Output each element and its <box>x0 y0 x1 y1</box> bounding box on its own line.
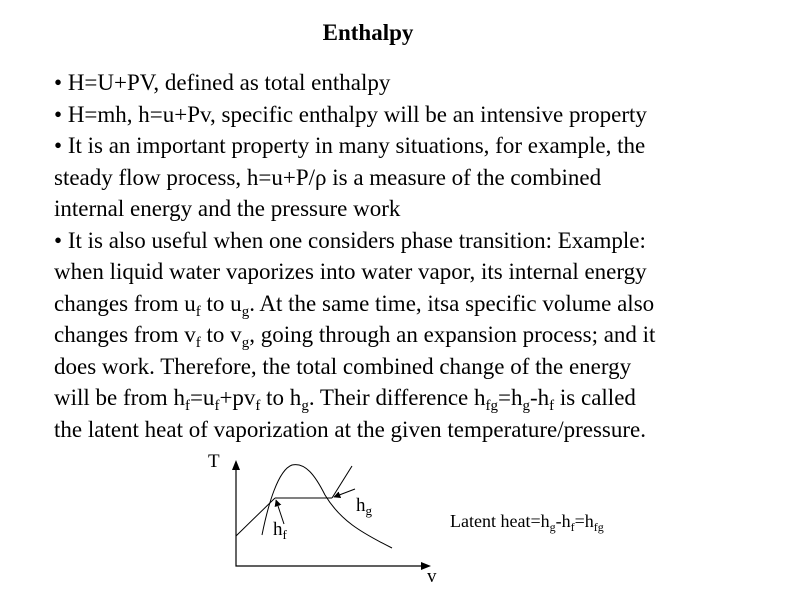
v-axis-label: v <box>427 566 437 587</box>
bullet-4-line-7: the latent heat of vaporization at the given temperature/pressure. <box>54 416 647 442</box>
bullet-4-line-2: when liquid water vaporizes into water vapor, its internal energy <box>54 259 647 284</box>
bullet-4-line-3: changes from $u_f$ to $u_g$. At the same time, itsa specific volume also <box>54 290 655 320</box>
t-axis-label: T <box>208 451 220 472</box>
bullet-3-line-1: It is an important property in many situations, for example, the <box>67 133 646 158</box>
bullet-1-text: H=U+PV, defined as total enthalpy <box>67 70 391 95</box>
bullet-3-line-3: internal energy and the pressure work <box>54 196 401 221</box>
hg-label: $h_g$ <box>356 495 372 518</box>
bullet-marker: • <box>54 70 63 95</box>
isobar-vapor-line <box>332 466 352 498</box>
bullet-4-line-6: will be from $h_f=u_f+pv_f$ to $h_g$. Their difference $h_{fg}=h_g-h_f$ is called <box>54 385 636 414</box>
bullet-marker: • <box>54 101 63 127</box>
bullet-4-line-1: It is also useful when one considers phase transition: Example: <box>67 227 646 253</box>
latent-heat-equation: Latent $heat=h_g-h_f=h_{fg}$ <box>450 511 604 534</box>
bullet-4-line-5: does work. Therefore, the total combined change of the energy <box>54 353 632 379</box>
bullet-marker: • <box>54 227 63 253</box>
axes <box>236 466 424 566</box>
slide-title: Enthalpy <box>322 20 414 45</box>
hf-label: $h_f$ <box>273 519 287 542</box>
bullet-marker: • <box>54 133 63 158</box>
isobar-liquid-line <box>236 498 275 536</box>
t-axis-arrow <box>232 460 240 470</box>
bullet-4-line-4: changes from $v_f$ to $v_g$, going through an expansion process; and it <box>54 322 656 351</box>
bullet-2-text: H=mh, h=u+Pv, specific enthalpy will be an intensive property <box>67 101 647 127</box>
bullet-3-line-2: steady flow process, h=u+P/ρ is a measure of the combined <box>54 164 602 190</box>
